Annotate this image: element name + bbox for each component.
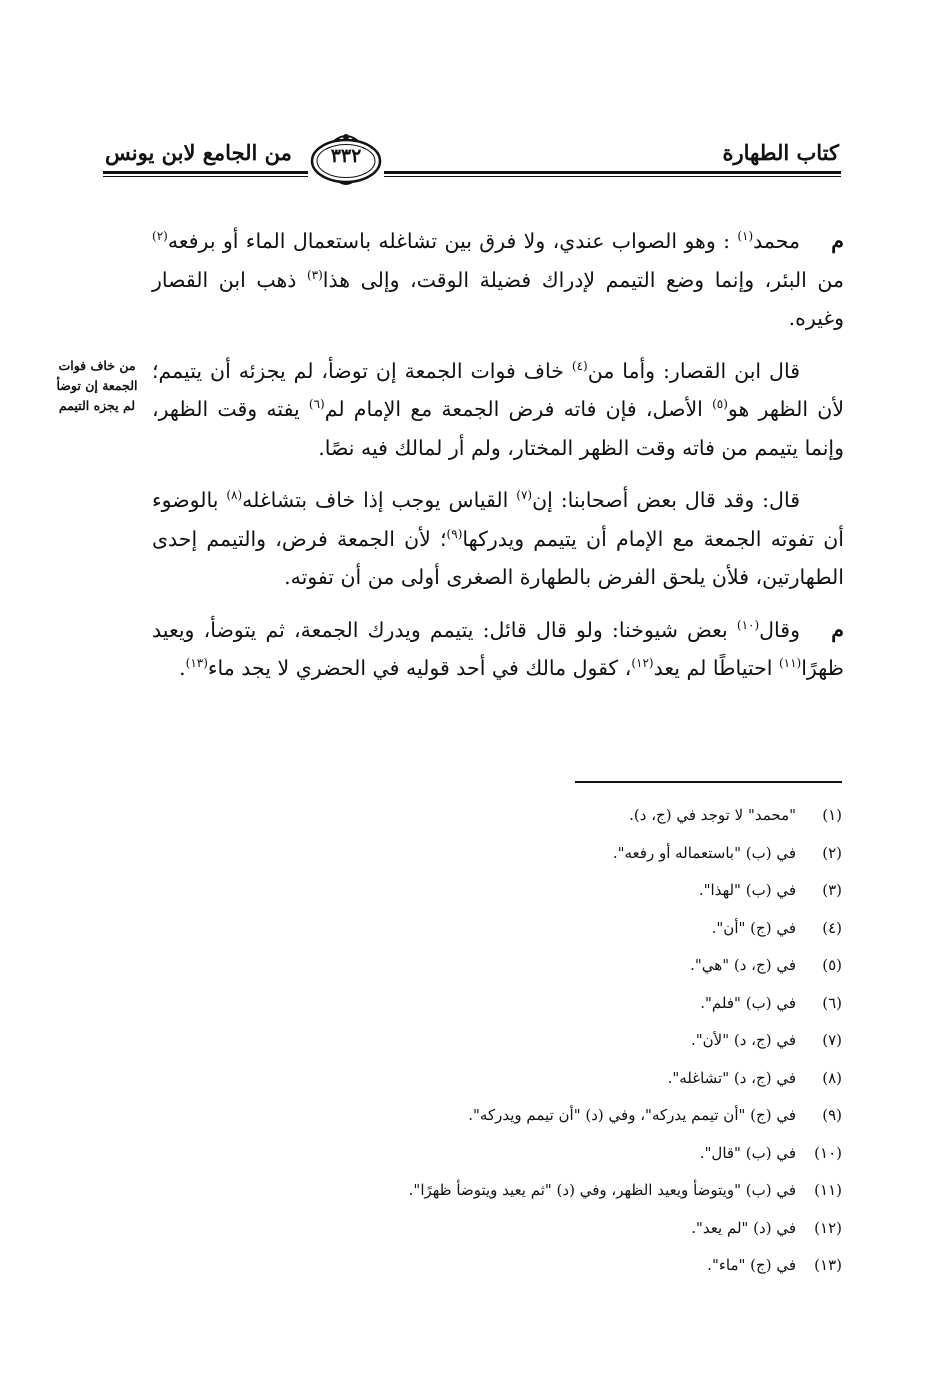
body-text-segment: : وهو الصواب عندي، ولا فرق بين تشاغله باستعمال الماء أو برفعه	[167, 229, 738, 253]
paragraph-marker: م	[831, 617, 844, 642]
body-text-segment: القياس يوجب إذا خاف بتشاغله	[242, 488, 517, 512]
footnote-text: في (ب) "باستعماله أو رفعه".	[612, 843, 796, 862]
body-text-segment: الأصل، فإن فاته فرض الجمعة مع الإمام لم	[324, 397, 713, 421]
body-paragraph	[152, 611, 844, 688]
footnote-text: في (ج) "أن".	[711, 918, 796, 937]
footnote-number: (١٠)	[814, 1143, 842, 1162]
footnote-reference[interactable]: (٤)	[571, 358, 588, 373]
footnotes-list	[200, 800, 842, 1288]
margin-note-line: الجمعة إن توضأ	[56, 378, 138, 393]
footnote-number: (٥)	[822, 956, 842, 974]
footnote	[200, 1138, 842, 1176]
footnote	[200, 1213, 842, 1251]
body-paragraph	[152, 222, 844, 338]
book-title: كتاب الطهارة	[722, 140, 839, 165]
margin-note-line: لم يجزه التيمم	[58, 398, 136, 413]
footnote-number: (٨)	[822, 1068, 842, 1087]
footnote	[200, 988, 842, 1026]
footnote-reference[interactable]: (٨)	[226, 488, 243, 503]
footnote	[200, 950, 842, 988]
footnote-number: (١١)	[814, 1181, 842, 1199]
body-paragraph	[152, 352, 844, 468]
page-number: ٣٣٢	[330, 145, 362, 167]
footnote-text: في (ب) "لهذا".	[698, 881, 796, 899]
body-text-segment: يفته وقت الظهر، وإنما يتيمم من فاته وقت الظهر المختار، ولم أر لمالك فيه نصًا.	[152, 397, 844, 460]
footnote	[200, 913, 842, 951]
page-number-medallion	[308, 132, 384, 186]
body-text-segment: بالوضوء أن تفوته الجمعة مع الإمام أن يتيمم ويدركها	[152, 488, 844, 551]
footnote-reference[interactable]: (١)	[737, 229, 754, 244]
footnote-text: "محمد" لا توجد في (ج، د).	[629, 806, 796, 824]
footnote	[200, 1063, 842, 1101]
footnote-text: في (ج، د) "تشاغله".	[667, 1068, 796, 1087]
footnote-text: في (ج) "أن تيمم يدركه"، وفي (د) "أن تيمم ويدركه".	[468, 1106, 796, 1124]
body-text-segment: ذهب ابن القصار وغيره.	[152, 267, 844, 330]
body-text-segment: قال: وقد قال بعض أصحابنا: إن	[532, 488, 800, 512]
margin-note	[44, 356, 150, 416]
section-title: من الجامع لابن يونس	[105, 140, 292, 165]
footnote-number: (١)	[822, 806, 842, 824]
footnote-text: في (ج) "ماء".	[707, 1256, 796, 1274]
footnote-number: (١٣)	[814, 1256, 842, 1274]
footnote-reference[interactable]: (١١)	[778, 656, 802, 671]
footnote-number: (٦)	[822, 993, 842, 1012]
footnote-reference[interactable]: (٧)	[516, 488, 533, 503]
header-rule-thick	[103, 171, 841, 174]
footnote-reference[interactable]: (٦)	[308, 397, 325, 412]
footnote-text: في (ب) "فلم".	[700, 993, 796, 1012]
footnote	[200, 1250, 842, 1288]
body-text-segment: من البئر، وإنما وضع التيمم لإدراك فضيلة الوقت، وإلى هذا	[322, 267, 844, 292]
footnote-text: في (ب) "قال".	[699, 1143, 796, 1162]
running-header	[103, 138, 841, 188]
body-text-segment: قال ابن القصار: وأما من	[587, 358, 800, 383]
footnote	[200, 1025, 842, 1063]
footnote-reference[interactable]: (٥)	[712, 397, 728, 412]
footnote-reference[interactable]: (٩)	[446, 526, 463, 541]
body-text-segment: ؛ لأن الجمعة فرض، والتيمم إحدى الطهارتين، فلأن يلحق الفرض بالطهارة الصغرى أولى من أن تفوته.	[152, 526, 844, 589]
body-paragraph	[152, 481, 844, 597]
footnote-text: في (ج، د) "لأن".	[690, 1031, 796, 1049]
footnote-separator	[575, 781, 842, 783]
footnote-reference[interactable]: (٣)	[306, 267, 323, 282]
footnote	[200, 800, 842, 838]
footnote-reference[interactable]: (٢)	[152, 229, 168, 244]
body-text-segment: ، كقول مالك في أحد قوليه في الحضري لا يجد ماء	[207, 656, 632, 680]
footnote-number: (٤)	[822, 918, 842, 937]
paragraph-marker: م	[831, 229, 844, 253]
footnote-text: في (ب) "ويتوضأ ويعيد الظهر، وفي (د) "ثم يعيد ويتوضأ ظهرًا".	[408, 1181, 796, 1199]
footnote-number: (١٢)	[814, 1218, 842, 1237]
header-rule-thin	[103, 176, 841, 177]
body-text-segment: محمد	[753, 229, 800, 253]
footnote-text: في (ج، د) "هي".	[690, 956, 796, 974]
footnote	[200, 1100, 842, 1138]
footnote	[200, 838, 842, 876]
body-text-segment: خاف فوات الجمعة إن توضأ، لم يجزئه أن يتيمم؛ لأن الظهر هو	[152, 358, 845, 421]
body-text-segment: احتياطًا لم يعد	[653, 656, 779, 680]
body-text-segment: بعض شيوخنا: ولو قال قائل: يتيمم ويدرك الجمعة، ثم يتوضأ، ويعيد ظهرًا	[152, 617, 844, 680]
footnote-number: (٣)	[822, 881, 842, 899]
footnote-number: (٧)	[822, 1031, 842, 1049]
footnote-text: في (د) "لم يعد".	[691, 1218, 796, 1237]
body-text-segment: .	[179, 656, 186, 680]
footnote	[200, 875, 842, 913]
footnote-reference[interactable]: (١٠)	[736, 617, 760, 632]
main-text	[152, 222, 844, 702]
footnote-reference[interactable]: (١٢)	[631, 656, 654, 671]
body-text-segment: وقال	[759, 617, 800, 642]
footnote	[200, 1175, 842, 1213]
footnote-number: (٩)	[822, 1106, 842, 1124]
footnote-reference[interactable]: (١٣)	[185, 656, 208, 671]
footnote-number: (٢)	[822, 843, 842, 862]
margin-note-line: من خاف فوات	[58, 358, 136, 373]
